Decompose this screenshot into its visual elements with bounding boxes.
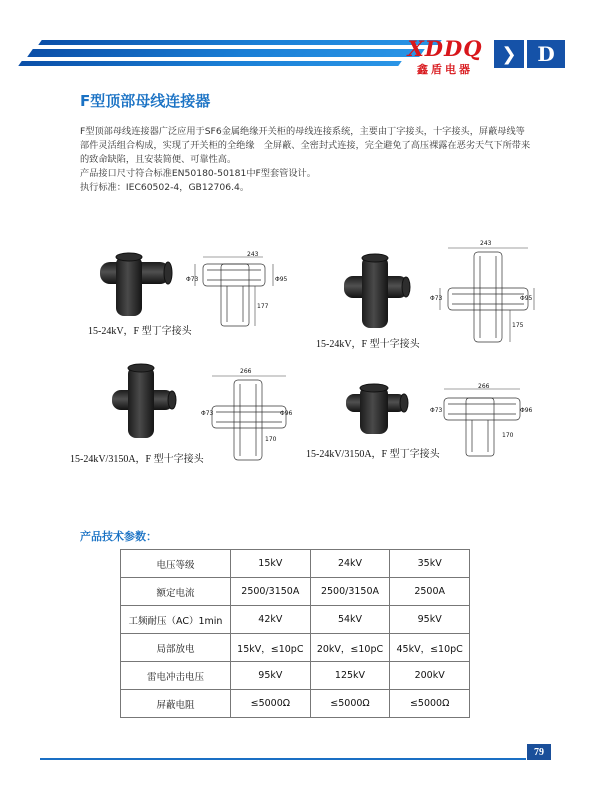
table-cell: 2500A xyxy=(390,578,470,606)
table-row xyxy=(121,690,470,718)
dimension-label: Φ96 xyxy=(520,407,533,414)
intro-paragraph: 产品接口尺寸符合标准EN50180-50181中F型套管设计。 xyxy=(80,168,316,179)
table-cell: 2500/3150A xyxy=(310,578,390,606)
cross-joint-photo xyxy=(342,252,412,332)
table-row xyxy=(121,662,470,690)
table-row-label: 额定电流 xyxy=(121,578,231,606)
table-row-label: 局部放电 xyxy=(121,634,231,662)
dimension-label: 170 xyxy=(502,432,514,439)
t-joint-drawing xyxy=(183,250,293,330)
dimension-label: Φ73 xyxy=(430,407,443,414)
table-cell: ≤5000Ω xyxy=(390,690,470,718)
table-row-label: 工频耐压（AC）1min xyxy=(121,606,231,634)
table-cell: 2500/3150A xyxy=(231,578,311,606)
intro-paragraph: F型顶部母线连接器广泛应用于SF6金属绝缘开关柜的母线连接系统，主要由丁字接头，十字接头，屏蔽母线等部件灵活组合构成，实现了开关柜的全绝缘 全屏蔽、全密封式连接，完全避免了高压裸露在恶劣天气下所带来的致命缺陷，且安装简便、可靠性高。 xyxy=(80,126,531,165)
table-row-label: 屏蔽电阻 xyxy=(121,690,231,718)
dimension-label: Φ73 xyxy=(201,410,214,417)
dimension-label: Φ73 xyxy=(430,295,443,302)
table-cell: 35kV xyxy=(390,550,470,578)
page-title: F型顶部母线连接器 xyxy=(80,92,211,110)
header-stripe xyxy=(18,61,402,66)
table-cell: 200kV xyxy=(390,662,470,690)
intro-text xyxy=(80,125,532,195)
intro-paragraph: 执行标准：IEC60502-4，GB12706.4。 xyxy=(80,182,250,193)
dimension-label: 175 xyxy=(512,322,524,329)
logo-mark: XDDQ xyxy=(407,36,483,61)
dimension-label: Φ96 xyxy=(280,410,293,417)
dimension-label: Φ73 xyxy=(186,276,199,283)
table-row-label: 电压等级 xyxy=(121,550,231,578)
table-cell: 15kV xyxy=(231,550,311,578)
figure-caption: 15-24kV/3150A，F 型丁字接头 xyxy=(306,449,440,460)
t-joint-3150a-drawing xyxy=(432,382,532,462)
figure-caption: 15-24kV，F 型十字接头 xyxy=(316,339,420,350)
dimension-label: 243 xyxy=(480,240,492,247)
cross-joint-drawing xyxy=(432,238,542,348)
figure-caption: 15-24kV，F 型丁字接头 xyxy=(88,326,192,337)
dimension-label: 266 xyxy=(240,368,252,375)
table-row xyxy=(121,578,470,606)
t-joint-photo xyxy=(98,248,178,318)
table-cell: 15kV，≤10pC xyxy=(231,634,311,662)
table-row xyxy=(121,550,470,578)
header-stripe xyxy=(38,40,442,45)
footer-bar xyxy=(40,758,526,760)
table-row xyxy=(121,634,470,662)
table-cell: ≤5000Ω xyxy=(310,690,390,718)
section-letter-badge: D xyxy=(527,40,565,68)
table-cell: 42kV xyxy=(231,606,311,634)
table-cell: 54kV xyxy=(310,606,390,634)
dimension-label: 170 xyxy=(265,436,277,443)
table-cell: 125kV xyxy=(310,662,390,690)
figure-caption: 15-24kV/3150A，F 型十字接头 xyxy=(70,454,204,465)
dimension-label: 243 xyxy=(247,251,259,258)
section-title: 产品技术参数： xyxy=(80,530,157,543)
table-cell: ≤5000Ω xyxy=(231,690,311,718)
table-cell: 20kV，≤10pC xyxy=(310,634,390,662)
table-cell: 24kV xyxy=(310,550,390,578)
table-cell: 95kV xyxy=(231,662,311,690)
table-cell: 45kV，≤10pC xyxy=(390,634,470,662)
company-logo xyxy=(402,38,488,77)
cross-joint-3150a-photo xyxy=(108,362,178,442)
logo-text: 鑫盾电器 xyxy=(417,63,473,76)
dimension-label: 177 xyxy=(257,303,269,310)
t-joint-3150a-photo xyxy=(342,380,412,440)
spec-table xyxy=(120,549,470,718)
dimension-label: Φ95 xyxy=(275,276,288,283)
header-stripe xyxy=(27,49,425,57)
dimension-label: 266 xyxy=(478,383,490,390)
table-cell: 95kV xyxy=(390,606,470,634)
table-row-label: 雷电冲击电压 xyxy=(121,662,231,690)
page-number: 79 xyxy=(527,744,551,760)
table-row xyxy=(121,606,470,634)
chevron-right-icon: ❯ xyxy=(494,40,524,68)
dimension-label: Φ95 xyxy=(520,295,533,302)
